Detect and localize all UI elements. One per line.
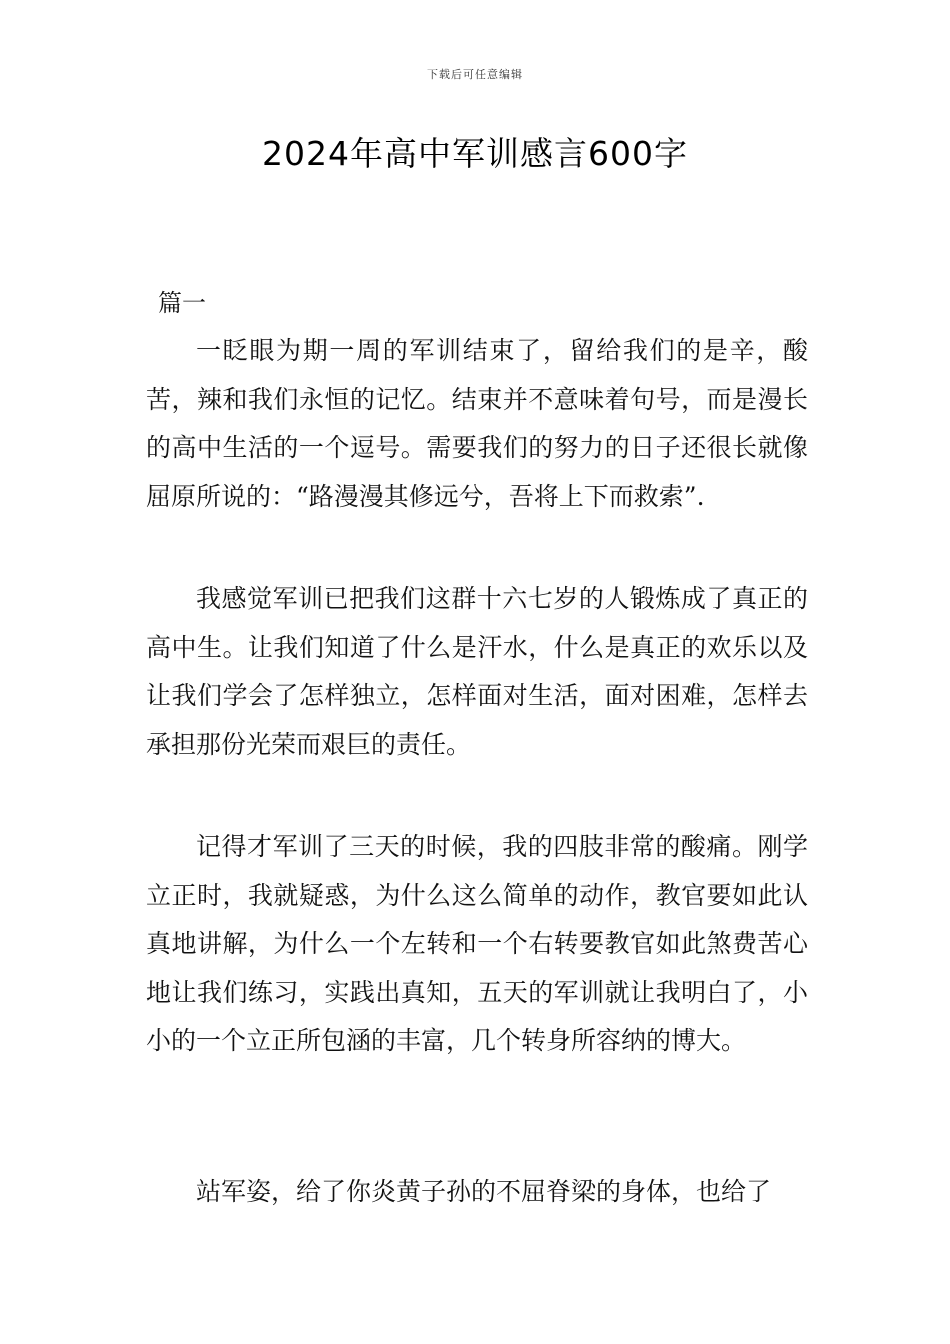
paragraph-text: 一眨眼为期一周的军训结束了，留给我们的是辛，酸苦，辣和我们永恒的记忆。结束并不意味着句号，而是漫长的高中生活的一个逗号。需要我们的努力的日子还很长就像屈原所说的：“路漫漫其修远兮，吾将上下而救索”. xyxy=(146,336,808,511)
paragraph-2 xyxy=(146,575,808,769)
paragraph-4 xyxy=(146,1168,808,1217)
document-title: 2024年高中军训感言600字 xyxy=(262,134,688,173)
paragraph-text: 记得才军训了三天的时候，我的四肢非常的酸痛。刚学立正时，我就疑惑，为什么这么简单的动作，教官要如此认真地讲解，为什么一个左转和一个右转要教官如此煞费苦心地让我们练习，实践出真知，五天的军训就让我明白了，小小的一个立正所包涵的丰富，几个转身所容纳的博大。 xyxy=(146,832,808,1056)
paragraph-text: 我感觉军训已把我们这群十六七岁的人锻炼成了真正的高中生。让我们知道了什么是汗水，什么是真正的欢乐以及让我们学会了怎样独立，怎样面对生活，面对困难，怎样去承担那份光荣而艰巨的责任。 xyxy=(146,584,808,759)
paragraph-1 xyxy=(146,327,808,521)
header-note: 下载后可任意编辑 xyxy=(427,68,523,81)
paragraph-3 xyxy=(146,823,808,1066)
section-label: 篇一 xyxy=(158,289,206,317)
paragraph-text: 站军姿，给了你炎黄子孙的不屈脊梁的身体，也给了 xyxy=(196,1177,772,1206)
